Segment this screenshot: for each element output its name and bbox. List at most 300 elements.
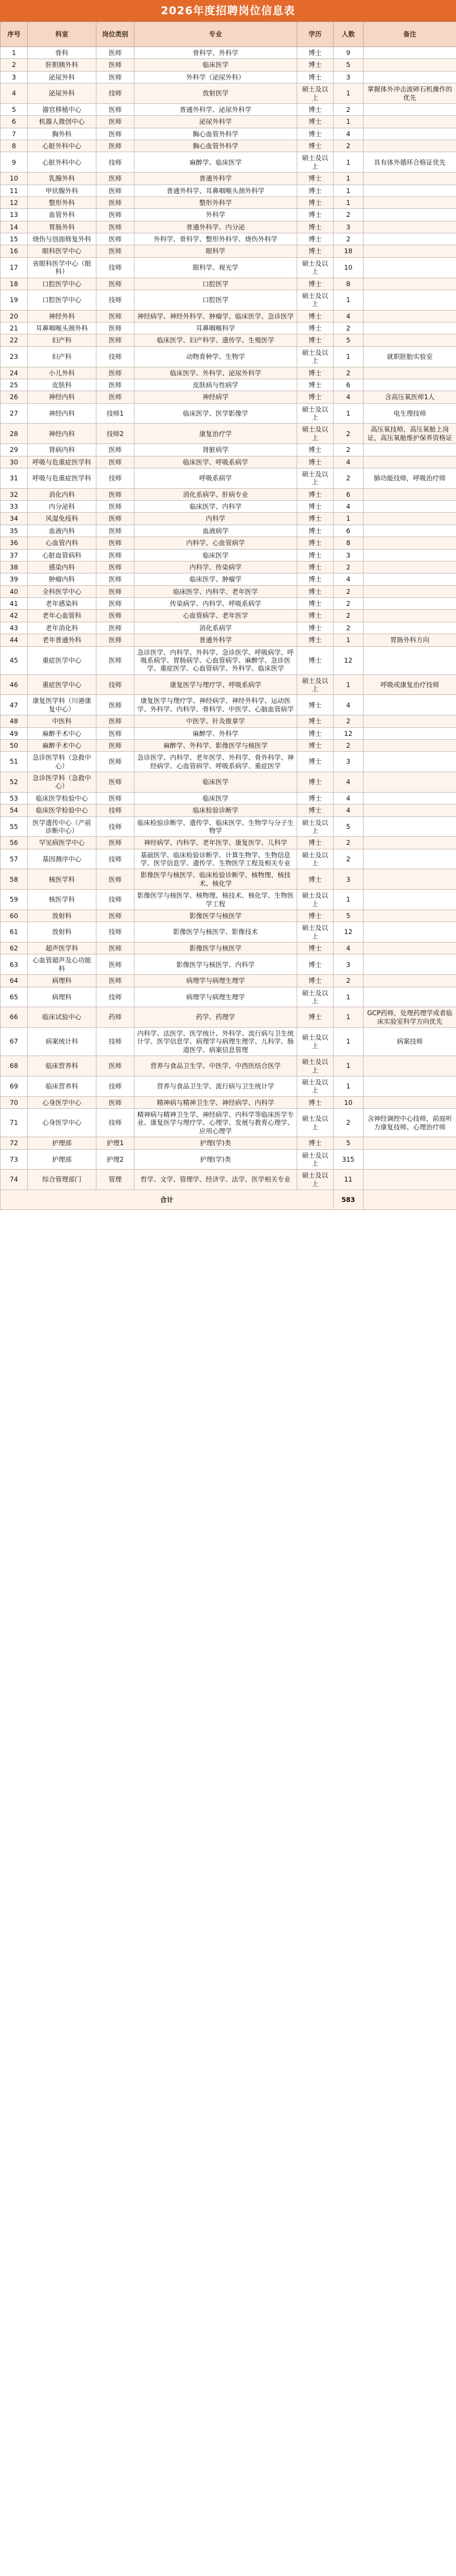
row-no: 8 bbox=[1, 140, 28, 152]
row-note bbox=[364, 71, 456, 83]
row-major: 急诊医学、内科学、外科学、急诊医学、呼吸病学、呼吸系病学、胃肠病学、心血管病学、麻醉学、急诊医学、重症医学、心血管病学、外科学、临床医学 bbox=[134, 646, 297, 675]
row-count: 12 bbox=[333, 727, 364, 739]
row-note: 含神经调控中心技师，前庭听力康复技师、心理治疗师 bbox=[364, 1109, 456, 1137]
row-education: 博士 bbox=[297, 209, 333, 221]
row-dept: 泌尿外科 bbox=[28, 83, 96, 104]
row-count: 1 bbox=[333, 675, 364, 695]
row-dept: 老年感染科 bbox=[28, 598, 96, 610]
row-education: 博士 bbox=[297, 185, 333, 196]
row-education: 硕士及以上 bbox=[297, 1170, 333, 1190]
row-dept: 放射科 bbox=[28, 910, 96, 922]
row-count: 1 bbox=[333, 290, 364, 310]
row-note bbox=[364, 1056, 456, 1077]
row-category: 医师 bbox=[96, 71, 134, 83]
table-row bbox=[1, 1109, 456, 1137]
row-note bbox=[364, 727, 456, 739]
row-count: 3 bbox=[333, 954, 364, 975]
row-no: 69 bbox=[1, 1076, 28, 1096]
row-no: 68 bbox=[1, 1056, 28, 1077]
row-count: 2 bbox=[333, 322, 364, 334]
row-count: 4 bbox=[333, 695, 364, 715]
row-education: 博士 bbox=[297, 943, 333, 954]
row-dept: 康复医学科（川港康复中心） bbox=[28, 695, 96, 715]
row-major: 康复治疗学 bbox=[134, 424, 297, 444]
row-count: 1 bbox=[333, 1028, 364, 1056]
row-note bbox=[364, 695, 456, 715]
row-dept: 基因测序中心 bbox=[28, 849, 96, 869]
row-education: 博士 bbox=[297, 444, 333, 456]
row-note bbox=[364, 816, 456, 837]
row-dept: 综合管理部门 bbox=[28, 1170, 96, 1190]
row-count: 6 bbox=[333, 488, 364, 500]
table-row bbox=[1, 598, 456, 610]
row-category: 技师 bbox=[96, 922, 134, 943]
row-count: 2 bbox=[333, 140, 364, 152]
table-row bbox=[1, 501, 456, 513]
row-category: 医师 bbox=[96, 233, 134, 245]
row-education: 硕士及以上 bbox=[297, 468, 333, 488]
row-count: 4 bbox=[333, 501, 364, 513]
row-major: 耳鼻咽喉科学 bbox=[134, 322, 297, 334]
row-category: 技师1 bbox=[96, 403, 134, 424]
row-dept: 神经内科 bbox=[28, 424, 96, 444]
row-no: 49 bbox=[1, 727, 28, 739]
table-row bbox=[1, 59, 456, 71]
row-category: 医师 bbox=[96, 391, 134, 403]
row-count: 4 bbox=[333, 391, 364, 403]
row-note bbox=[364, 549, 456, 561]
row-major: 泌尿外科学 bbox=[134, 116, 297, 128]
row-no: 61 bbox=[1, 922, 28, 943]
row-count: 4 bbox=[333, 310, 364, 322]
row-education: 博士 bbox=[297, 71, 333, 83]
row-note bbox=[364, 849, 456, 869]
row-education: 博士 bbox=[297, 103, 333, 115]
table-row bbox=[1, 772, 456, 793]
row-dept: 眼科医学中心 bbox=[28, 245, 96, 257]
row-education: 博士 bbox=[297, 646, 333, 675]
row-no: 36 bbox=[1, 537, 28, 549]
row-count: 2 bbox=[333, 209, 364, 221]
row-count: 4 bbox=[333, 792, 364, 804]
row-dept: 风湿免疫科 bbox=[28, 513, 96, 525]
row-note bbox=[364, 379, 456, 391]
row-dept: 心血管超声及心功能科 bbox=[28, 954, 96, 975]
row-dept: 老年普通外科 bbox=[28, 634, 96, 646]
table-row bbox=[1, 290, 456, 310]
row-category: 医师 bbox=[96, 695, 134, 715]
row-education: 博士 bbox=[297, 573, 333, 585]
row-no: 15 bbox=[1, 233, 28, 245]
row-no: 66 bbox=[1, 1007, 28, 1028]
table-row bbox=[1, 128, 456, 140]
row-note bbox=[364, 257, 456, 278]
table-row bbox=[1, 573, 456, 585]
row-note bbox=[364, 837, 456, 849]
row-major: 骨科学、外科学 bbox=[134, 47, 297, 59]
row-dept: 肾病内科 bbox=[28, 444, 96, 456]
row-dept: 口腔医学中心 bbox=[28, 278, 96, 290]
row-note bbox=[364, 1096, 456, 1108]
table-row bbox=[1, 140, 456, 152]
row-no: 19 bbox=[1, 290, 28, 310]
table-row bbox=[1, 221, 456, 233]
row-note bbox=[364, 1170, 456, 1190]
row-major: 肾脏病学 bbox=[134, 444, 297, 456]
table-row bbox=[1, 278, 456, 290]
row-count: 5 bbox=[333, 334, 364, 346]
col-note: 备注 bbox=[364, 22, 456, 47]
row-education: 博士 bbox=[297, 456, 333, 468]
row-no: 24 bbox=[1, 367, 28, 379]
row-count: 1 bbox=[333, 1007, 364, 1028]
row-note bbox=[364, 488, 456, 500]
row-education: 博士 bbox=[297, 910, 333, 922]
row-note bbox=[364, 290, 456, 310]
row-no: 4 bbox=[1, 83, 28, 104]
row-count: 1 bbox=[333, 346, 364, 367]
row-no: 53 bbox=[1, 792, 28, 804]
row-major: 普通外科学、耳鼻咽喉头颈外科学 bbox=[134, 185, 297, 196]
row-education: 博士 bbox=[297, 501, 333, 513]
row-category: 医师 bbox=[96, 501, 134, 513]
row-note bbox=[364, 975, 456, 987]
row-dept: 临床营养科 bbox=[28, 1076, 96, 1096]
table-row bbox=[1, 695, 456, 715]
row-major: 放射医学 bbox=[134, 83, 297, 104]
row-no: 6 bbox=[1, 116, 28, 128]
row-major: 精神病与精神卫生学、神经病学、内科学等临床医学专业、康复医学与理疗学、心理学、发展与教育心理学、应用心理学 bbox=[134, 1109, 297, 1137]
row-dept: 临床医学检验中心 bbox=[28, 805, 96, 816]
row-major: 心血管病学、老年医学 bbox=[134, 610, 297, 622]
row-category: 技师 bbox=[96, 816, 134, 837]
row-note bbox=[364, 772, 456, 793]
row-no: 22 bbox=[1, 334, 28, 346]
row-count: 4 bbox=[333, 805, 364, 816]
row-category: 医师 bbox=[96, 549, 134, 561]
table-row bbox=[1, 116, 456, 128]
row-category: 医师 bbox=[96, 954, 134, 975]
table-row bbox=[1, 585, 456, 597]
row-no: 45 bbox=[1, 646, 28, 675]
table-row bbox=[1, 622, 456, 634]
row-note bbox=[364, 622, 456, 634]
row-no: 50 bbox=[1, 739, 28, 751]
table-row bbox=[1, 561, 456, 573]
row-category: 医师 bbox=[96, 525, 134, 537]
row-category: 医师 bbox=[96, 585, 134, 597]
row-dept: 心身医学中心 bbox=[28, 1109, 96, 1137]
row-education: 博士 bbox=[297, 322, 333, 334]
row-no: 71 bbox=[1, 1109, 28, 1137]
row-education: 博士 bbox=[297, 173, 333, 185]
row-dept: 皮肤科 bbox=[28, 379, 96, 391]
row-count: 2 bbox=[333, 103, 364, 115]
col-education: 学历 bbox=[297, 22, 333, 47]
row-education: 博士 bbox=[297, 1007, 333, 1028]
table-row bbox=[1, 1096, 456, 1108]
row-no: 10 bbox=[1, 173, 28, 185]
table-row bbox=[1, 468, 456, 488]
row-note bbox=[364, 128, 456, 140]
row-count: 1 bbox=[333, 513, 364, 525]
row-education: 博士 bbox=[297, 869, 333, 890]
row-dept: 麻醉手术中心 bbox=[28, 739, 96, 751]
row-no: 2 bbox=[1, 59, 28, 71]
row-dept: 病案统计科 bbox=[28, 1028, 96, 1056]
header-row bbox=[1, 22, 456, 47]
row-education: 博士 bbox=[297, 47, 333, 59]
row-category: 医师 bbox=[96, 869, 134, 890]
row-note bbox=[364, 103, 456, 115]
table-row bbox=[1, 513, 456, 525]
table-row bbox=[1, 869, 456, 890]
row-count: 10 bbox=[333, 1096, 364, 1108]
row-no: 25 bbox=[1, 379, 28, 391]
row-major: 急诊医学、内科学、老年医学、外科学、骨外科学、神经病学、心血管病学、呼吸系病学、重症医学 bbox=[134, 752, 297, 772]
row-category: 医师 bbox=[96, 610, 134, 622]
row-dept: 呼吸与危重症医学科 bbox=[28, 468, 96, 488]
row-category: 医师 bbox=[96, 943, 134, 954]
row-category: 医师 bbox=[96, 561, 134, 573]
row-note bbox=[364, 116, 456, 128]
row-major: 临床医学 bbox=[134, 59, 297, 71]
row-major: 康复医学与理疗学、神经病学、神经外科学、运动医学、外科学、内科学、骨科学、中医学、心脑血管病学 bbox=[134, 695, 297, 715]
table-row bbox=[1, 1137, 456, 1149]
row-count: 315 bbox=[333, 1149, 364, 1170]
row-dept: 乳腺外科 bbox=[28, 173, 96, 185]
row-dept: 肝胆胰外科 bbox=[28, 59, 96, 71]
row-category: 医师 bbox=[96, 278, 134, 290]
row-major: 口腔医学 bbox=[134, 278, 297, 290]
table-row bbox=[1, 675, 456, 695]
row-no: 42 bbox=[1, 610, 28, 622]
row-major: 消化系病学 bbox=[134, 622, 297, 634]
row-note: 含高压氧医师1人 bbox=[364, 391, 456, 403]
row-dept: 心脏血管病科 bbox=[28, 549, 96, 561]
row-no: 44 bbox=[1, 634, 28, 646]
row-count: 5 bbox=[333, 59, 364, 71]
row-education: 博士 bbox=[297, 727, 333, 739]
row-note bbox=[364, 1076, 456, 1096]
row-no: 70 bbox=[1, 1096, 28, 1108]
row-no: 48 bbox=[1, 715, 28, 727]
row-education: 博士 bbox=[297, 975, 333, 987]
row-no: 72 bbox=[1, 1137, 28, 1149]
row-major: 病理学与病理生理学 bbox=[134, 975, 297, 987]
row-category: 技师 bbox=[96, 1028, 134, 1056]
row-education: 硕士及以上 bbox=[297, 922, 333, 943]
row-note bbox=[364, 367, 456, 379]
row-note bbox=[364, 278, 456, 290]
row-dept: 心脏外科中心 bbox=[28, 152, 96, 173]
table-row bbox=[1, 727, 456, 739]
row-note bbox=[364, 456, 456, 468]
row-major: 临床医学、外科学、泌尿外科学 bbox=[134, 367, 297, 379]
row-note bbox=[364, 646, 456, 675]
row-count: 4 bbox=[333, 573, 364, 585]
positions-table bbox=[0, 22, 456, 1210]
row-note bbox=[364, 910, 456, 922]
row-major: 临床医学、呼吸系病学 bbox=[134, 456, 297, 468]
row-no: 57 bbox=[1, 849, 28, 869]
row-major: 临床医学、医学影像学 bbox=[134, 403, 297, 424]
row-count: 3 bbox=[333, 752, 364, 772]
row-category: 医师 bbox=[96, 140, 134, 152]
row-major: 临床医学、肿瘤学 bbox=[134, 573, 297, 585]
row-note bbox=[364, 537, 456, 549]
row-education: 博士 bbox=[297, 622, 333, 634]
table-row bbox=[1, 379, 456, 391]
row-major: 呼吸系病学 bbox=[134, 468, 297, 488]
row-note: 电生理技师 bbox=[364, 403, 456, 424]
row-dept: 全科医学中心 bbox=[28, 585, 96, 597]
row-category: 药师 bbox=[96, 1007, 134, 1028]
row-education: 硕士及以上 bbox=[297, 675, 333, 695]
row-note bbox=[364, 943, 456, 954]
row-count: 1 bbox=[333, 196, 364, 208]
row-note bbox=[364, 140, 456, 152]
row-dept: 妇产科 bbox=[28, 334, 96, 346]
table-row bbox=[1, 922, 456, 943]
row-no: 74 bbox=[1, 1170, 28, 1190]
total-row bbox=[1, 1190, 456, 1210]
row-major: 药学、药理学 bbox=[134, 1007, 297, 1028]
row-category: 医师 bbox=[96, 367, 134, 379]
row-note bbox=[364, 922, 456, 943]
row-education: 博士 bbox=[297, 233, 333, 245]
row-major: 消化系病学、肝病专业 bbox=[134, 488, 297, 500]
row-dept: 病理科 bbox=[28, 987, 96, 1007]
col-category: 岗位类别 bbox=[96, 22, 134, 47]
table-row bbox=[1, 537, 456, 549]
row-major: 临床医学、内科学 bbox=[134, 501, 297, 513]
row-dept: 神经外科 bbox=[28, 310, 96, 322]
row-count: 1 bbox=[333, 185, 364, 196]
row-dept: 核医学科 bbox=[28, 890, 96, 910]
row-category: 医师 bbox=[96, 116, 134, 128]
row-no: 38 bbox=[1, 561, 28, 573]
row-major: 影像医学与核医学、核物理、核技术、核化学、生物医学工程 bbox=[134, 890, 297, 910]
row-dept: 内分泌科 bbox=[28, 501, 96, 513]
row-count: 9 bbox=[333, 47, 364, 59]
row-education: 博士 bbox=[297, 140, 333, 152]
table-row bbox=[1, 943, 456, 954]
row-dept: 机器人微创中心 bbox=[28, 116, 96, 128]
row-note bbox=[364, 322, 456, 334]
table-row bbox=[1, 257, 456, 278]
row-note: 就职胚胎实验室 bbox=[364, 346, 456, 367]
row-category: 医师 bbox=[96, 752, 134, 772]
row-count: 2 bbox=[333, 739, 364, 751]
row-major: 胸心血管外科学 bbox=[134, 140, 297, 152]
row-note bbox=[364, 890, 456, 910]
row-no: 30 bbox=[1, 456, 28, 468]
row-major: 影像医学与核医学、影像技术 bbox=[134, 922, 297, 943]
row-category: 护理2 bbox=[96, 1149, 134, 1170]
row-count: 6 bbox=[333, 525, 364, 537]
row-no: 59 bbox=[1, 890, 28, 910]
row-major: 传染病学、内科学、呼吸系病学 bbox=[134, 598, 297, 610]
table-row bbox=[1, 196, 456, 208]
total-label: 合计 bbox=[1, 1190, 333, 1210]
row-category: 医师 bbox=[96, 209, 134, 221]
row-major: 临床医学 bbox=[134, 549, 297, 561]
row-no: 35 bbox=[1, 525, 28, 537]
row-count: 2 bbox=[333, 424, 364, 444]
row-category: 医师 bbox=[96, 573, 134, 585]
row-note bbox=[364, 185, 456, 196]
row-category: 技师 bbox=[96, 257, 134, 278]
table-row bbox=[1, 185, 456, 196]
row-note bbox=[364, 501, 456, 513]
row-count: 1 bbox=[333, 83, 364, 104]
row-major: 普通外科学、泌尿外科学 bbox=[134, 103, 297, 115]
row-note bbox=[364, 525, 456, 537]
row-count: 2 bbox=[333, 975, 364, 987]
row-category: 医师 bbox=[96, 513, 134, 525]
row-count: 1 bbox=[333, 890, 364, 910]
row-category: 医师 bbox=[96, 173, 134, 185]
row-category: 技师 bbox=[96, 849, 134, 869]
row-category: 医师 bbox=[96, 792, 134, 804]
table-row bbox=[1, 1170, 456, 1190]
row-note bbox=[364, 209, 456, 221]
row-major: 皮肤病与性病学 bbox=[134, 379, 297, 391]
row-education: 博士 bbox=[297, 805, 333, 816]
row-no: 14 bbox=[1, 221, 28, 233]
row-count: 6 bbox=[333, 379, 364, 391]
table-row bbox=[1, 310, 456, 322]
table-row bbox=[1, 549, 456, 561]
row-note bbox=[364, 792, 456, 804]
row-category: 医师 bbox=[96, 910, 134, 922]
row-education: 硕士及以上 bbox=[297, 403, 333, 424]
row-major: 外科学、骨科学、整形外科学、烧伤外科学 bbox=[134, 233, 297, 245]
row-major: 神经病学 bbox=[134, 391, 297, 403]
row-dept: 省眼科医学中心（眼科） bbox=[28, 257, 96, 278]
row-no: 41 bbox=[1, 598, 28, 610]
row-dept: 胃肠外科 bbox=[28, 221, 96, 233]
table-row bbox=[1, 715, 456, 727]
row-major: 麻醉学、外科学、影像医学与核医学 bbox=[134, 739, 297, 751]
row-education: 博士 bbox=[297, 695, 333, 715]
table-row bbox=[1, 1149, 456, 1170]
row-note: GCP药师，处理药理学或者临床实验室科学方向优先 bbox=[364, 1007, 456, 1028]
row-dept: 急诊医学科（急救中心） bbox=[28, 772, 96, 793]
row-count: 8 bbox=[333, 278, 364, 290]
row-no: 32 bbox=[1, 488, 28, 500]
row-count: 2 bbox=[333, 610, 364, 622]
row-education: 博士 bbox=[297, 585, 333, 597]
row-no: 27 bbox=[1, 403, 28, 424]
row-category: 医师 bbox=[96, 185, 134, 196]
row-note: 病案技师 bbox=[364, 1028, 456, 1056]
row-note: 掌握体外冲击波碎石机操作的优先 bbox=[364, 83, 456, 104]
row-count: 4 bbox=[333, 772, 364, 793]
row-no: 62 bbox=[1, 943, 28, 954]
row-count: 2 bbox=[333, 715, 364, 727]
row-major: 外科学（泌尿外科） bbox=[134, 71, 297, 83]
table-title: 2026年度招聘岗位信息表 bbox=[0, 0, 456, 22]
table-row bbox=[1, 456, 456, 468]
row-major: 神经病学、内科学、老年医学、康复医学、儿科学 bbox=[134, 837, 297, 849]
row-category: 技师 bbox=[96, 468, 134, 488]
row-category: 护理1 bbox=[96, 1137, 134, 1149]
row-education: 硕士及以上 bbox=[297, 424, 333, 444]
row-no: 33 bbox=[1, 501, 28, 513]
row-note: 高压氧技师，高压氧舱上岗证，高压氧舱维护保养资格证 bbox=[364, 424, 456, 444]
